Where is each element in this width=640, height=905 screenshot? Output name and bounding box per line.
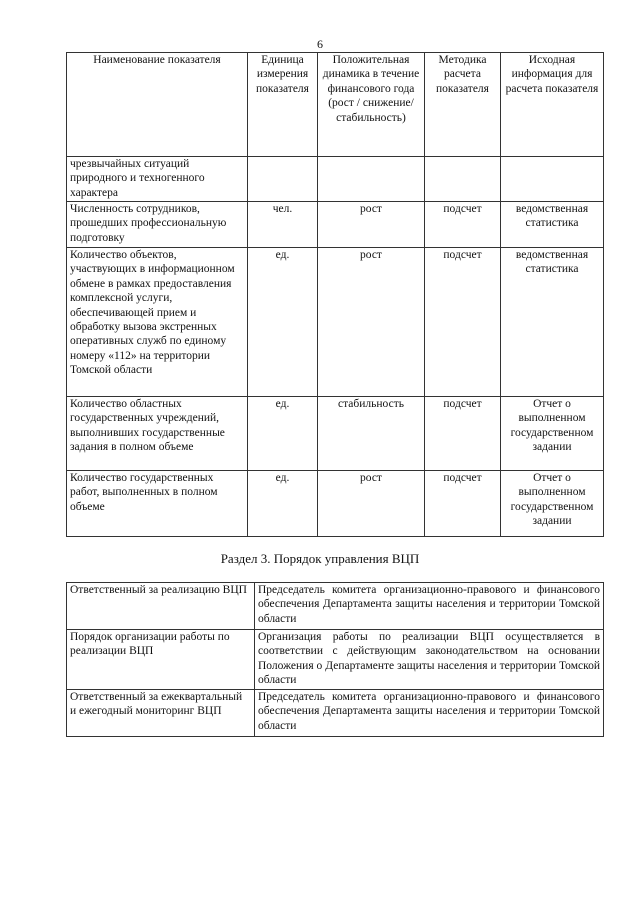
header-dynamics: Положительная динамика в течение финансового года (рост / снижение/стабильность) bbox=[318, 53, 425, 157]
table-row bbox=[67, 471, 604, 537]
indicator-dynamics: рост bbox=[318, 248, 425, 397]
indicator-source: ведомственная статистика bbox=[501, 248, 604, 397]
management-table bbox=[66, 582, 604, 737]
indicator-source: Отчет о выполненном государственном задании bbox=[501, 397, 604, 471]
indicator-method: подсчет bbox=[425, 248, 501, 397]
indicator-unit bbox=[248, 157, 318, 202]
management-label: Порядок организации работы по реализации ВЦП bbox=[67, 630, 255, 690]
indicator-name: Количество государственных работ, выполненных в полном объеме bbox=[67, 471, 248, 537]
indicator-method: подсчет bbox=[425, 202, 501, 248]
indicator-name: Количество областных государственных учреждений, выполнивших государственные задания в полном объеме bbox=[67, 397, 248, 471]
indicator-unit: ед. bbox=[248, 248, 318, 397]
indicator-name: чрезвычайных ситуаций природного и техногенного характера bbox=[67, 157, 248, 202]
indicator-name: Численность сотрудников, прошедших профессиональную подготовку bbox=[67, 202, 248, 248]
header-indicator-name: Наименование показателя bbox=[67, 53, 248, 157]
management-value: Председатель комитета организационно-правового и финансового обеспечения Департамента защиты населения и территории Томской области bbox=[255, 583, 604, 630]
management-label: Ответственный за ежеквартальный и ежегодный мониторинг ВЦП bbox=[67, 690, 255, 737]
management-label: Ответственный за реализацию ВЦП bbox=[67, 583, 255, 630]
indicator-unit: ед. bbox=[248, 471, 318, 537]
indicator-method: подсчет bbox=[425, 397, 501, 471]
indicator-source: Отчет о выполненном государственном задании bbox=[501, 471, 604, 537]
indicator-method: подсчет bbox=[425, 471, 501, 537]
management-value: Председатель комитета организационно-правового и финансового обеспечения Департамента защиты населения и территории Томской области bbox=[255, 690, 604, 737]
header-unit: Единица измерения показателя bbox=[248, 53, 318, 157]
table-row bbox=[67, 248, 604, 397]
management-value: Организация работы по реализации ВЦП осуществляется в соответствии с действующим законодательством на основании Положения о Департаменте защиты населения и территории Томской области bbox=[255, 630, 604, 690]
indicators-table bbox=[66, 52, 604, 537]
indicator-dynamics: рост bbox=[318, 471, 425, 537]
table-row bbox=[67, 630, 604, 690]
indicator-source bbox=[501, 157, 604, 202]
header-method: Методика расчета показателя bbox=[425, 53, 501, 157]
indicator-source: ведомственная статистика bbox=[501, 202, 604, 248]
table-row bbox=[67, 397, 604, 471]
table-row bbox=[67, 690, 604, 737]
indicator-dynamics bbox=[318, 157, 425, 202]
section-title: Раздел 3. Порядок управления ВЦП bbox=[220, 551, 420, 566]
table-row bbox=[67, 157, 604, 202]
page-number: 6 bbox=[317, 37, 323, 51]
indicator-method bbox=[425, 157, 501, 202]
table-row bbox=[67, 202, 604, 248]
indicator-dynamics: стабильность bbox=[318, 397, 425, 471]
indicator-unit: чел. bbox=[248, 202, 318, 248]
table-header-row bbox=[67, 53, 604, 157]
header-source: Исходная информация для расчета показателя bbox=[501, 53, 604, 157]
indicator-dynamics: рост bbox=[318, 202, 425, 248]
indicator-unit: ед. bbox=[248, 397, 318, 471]
indicator-name: Количество объектов, участвующих в информационном обмене в рамках предоставления комплексной услуги, обеспечивающей прием и обработку вызова экстренных оперативных служб по единому номеру «112» на территории Томской области bbox=[67, 248, 248, 397]
table-row bbox=[67, 583, 604, 630]
